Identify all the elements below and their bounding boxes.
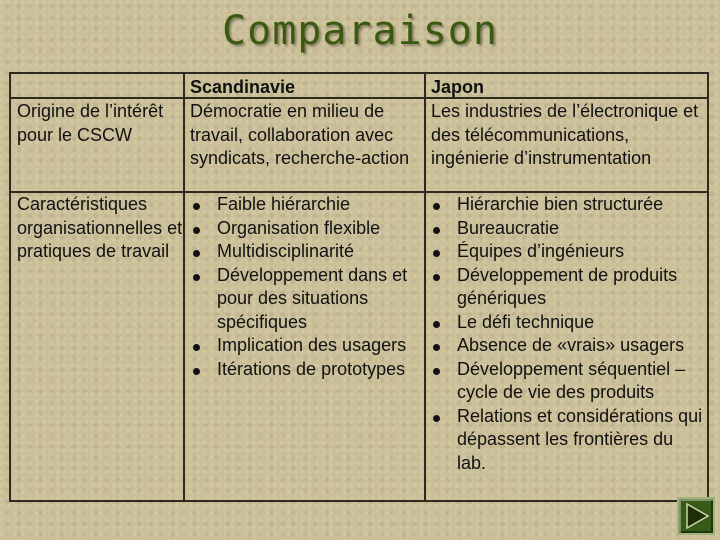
table-column-divider-2 bbox=[424, 72, 426, 502]
next-slide-button[interactable] bbox=[677, 497, 715, 535]
slide-title: Comparaison bbox=[222, 8, 498, 54]
list-item: Le défi technique bbox=[427, 311, 705, 335]
table-column-divider-1 bbox=[183, 72, 185, 502]
cell-japon-origine: Les industries de l’électronique et des télécommunications, ingénierie d’instrumentation bbox=[431, 101, 699, 168]
list-item: Bureaucratie bbox=[427, 217, 705, 241]
list-item: Itérations de prototypes bbox=[187, 358, 419, 382]
list-japon-caracteristiques bbox=[427, 193, 705, 475]
list-item: Multidisciplinarité bbox=[187, 240, 419, 264]
row-label-origine: Origine de l’intérêt pour le CSCW bbox=[17, 101, 164, 145]
list-item: Implication des usagers bbox=[187, 334, 419, 358]
list-item: Hiérarchie bien structurée bbox=[427, 193, 705, 217]
list-item: Absence de «vrais» usagers bbox=[427, 334, 705, 358]
play-triangle-icon bbox=[679, 499, 713, 533]
header-scandinavie: Scandinavie bbox=[190, 77, 296, 97]
table-border-bottom bbox=[9, 500, 709, 502]
list-item: Relations et considérations qui dépassent les frontières du lab. bbox=[427, 405, 705, 476]
table-border-left bbox=[9, 72, 11, 502]
list-item: Équipes d’ingénieurs bbox=[427, 240, 705, 264]
list-item: Organisation flexible bbox=[187, 217, 419, 241]
table-border-top bbox=[9, 72, 709, 74]
list-item: Faible hiérarchie bbox=[187, 193, 419, 217]
list-item: Développement dans et pour des situations spécifiques bbox=[187, 264, 419, 335]
row-label-caracteristiques: Caractéristiques organisationnelles et pratiques de travail bbox=[17, 194, 183, 261]
header-japon: Japon bbox=[431, 77, 485, 97]
table-header-divider bbox=[9, 97, 709, 99]
list-item: Développement séquentiel – cycle de vie des produits bbox=[427, 358, 705, 405]
cell-scandinavie-origine: Démocratie en milieu de travail, collaboration avec syndicats, recherche-action bbox=[190, 101, 410, 168]
list-item: Développement de produits génériques bbox=[427, 264, 705, 311]
list-scandinavie-caracteristiques bbox=[187, 193, 419, 381]
table-border-right bbox=[707, 72, 709, 502]
